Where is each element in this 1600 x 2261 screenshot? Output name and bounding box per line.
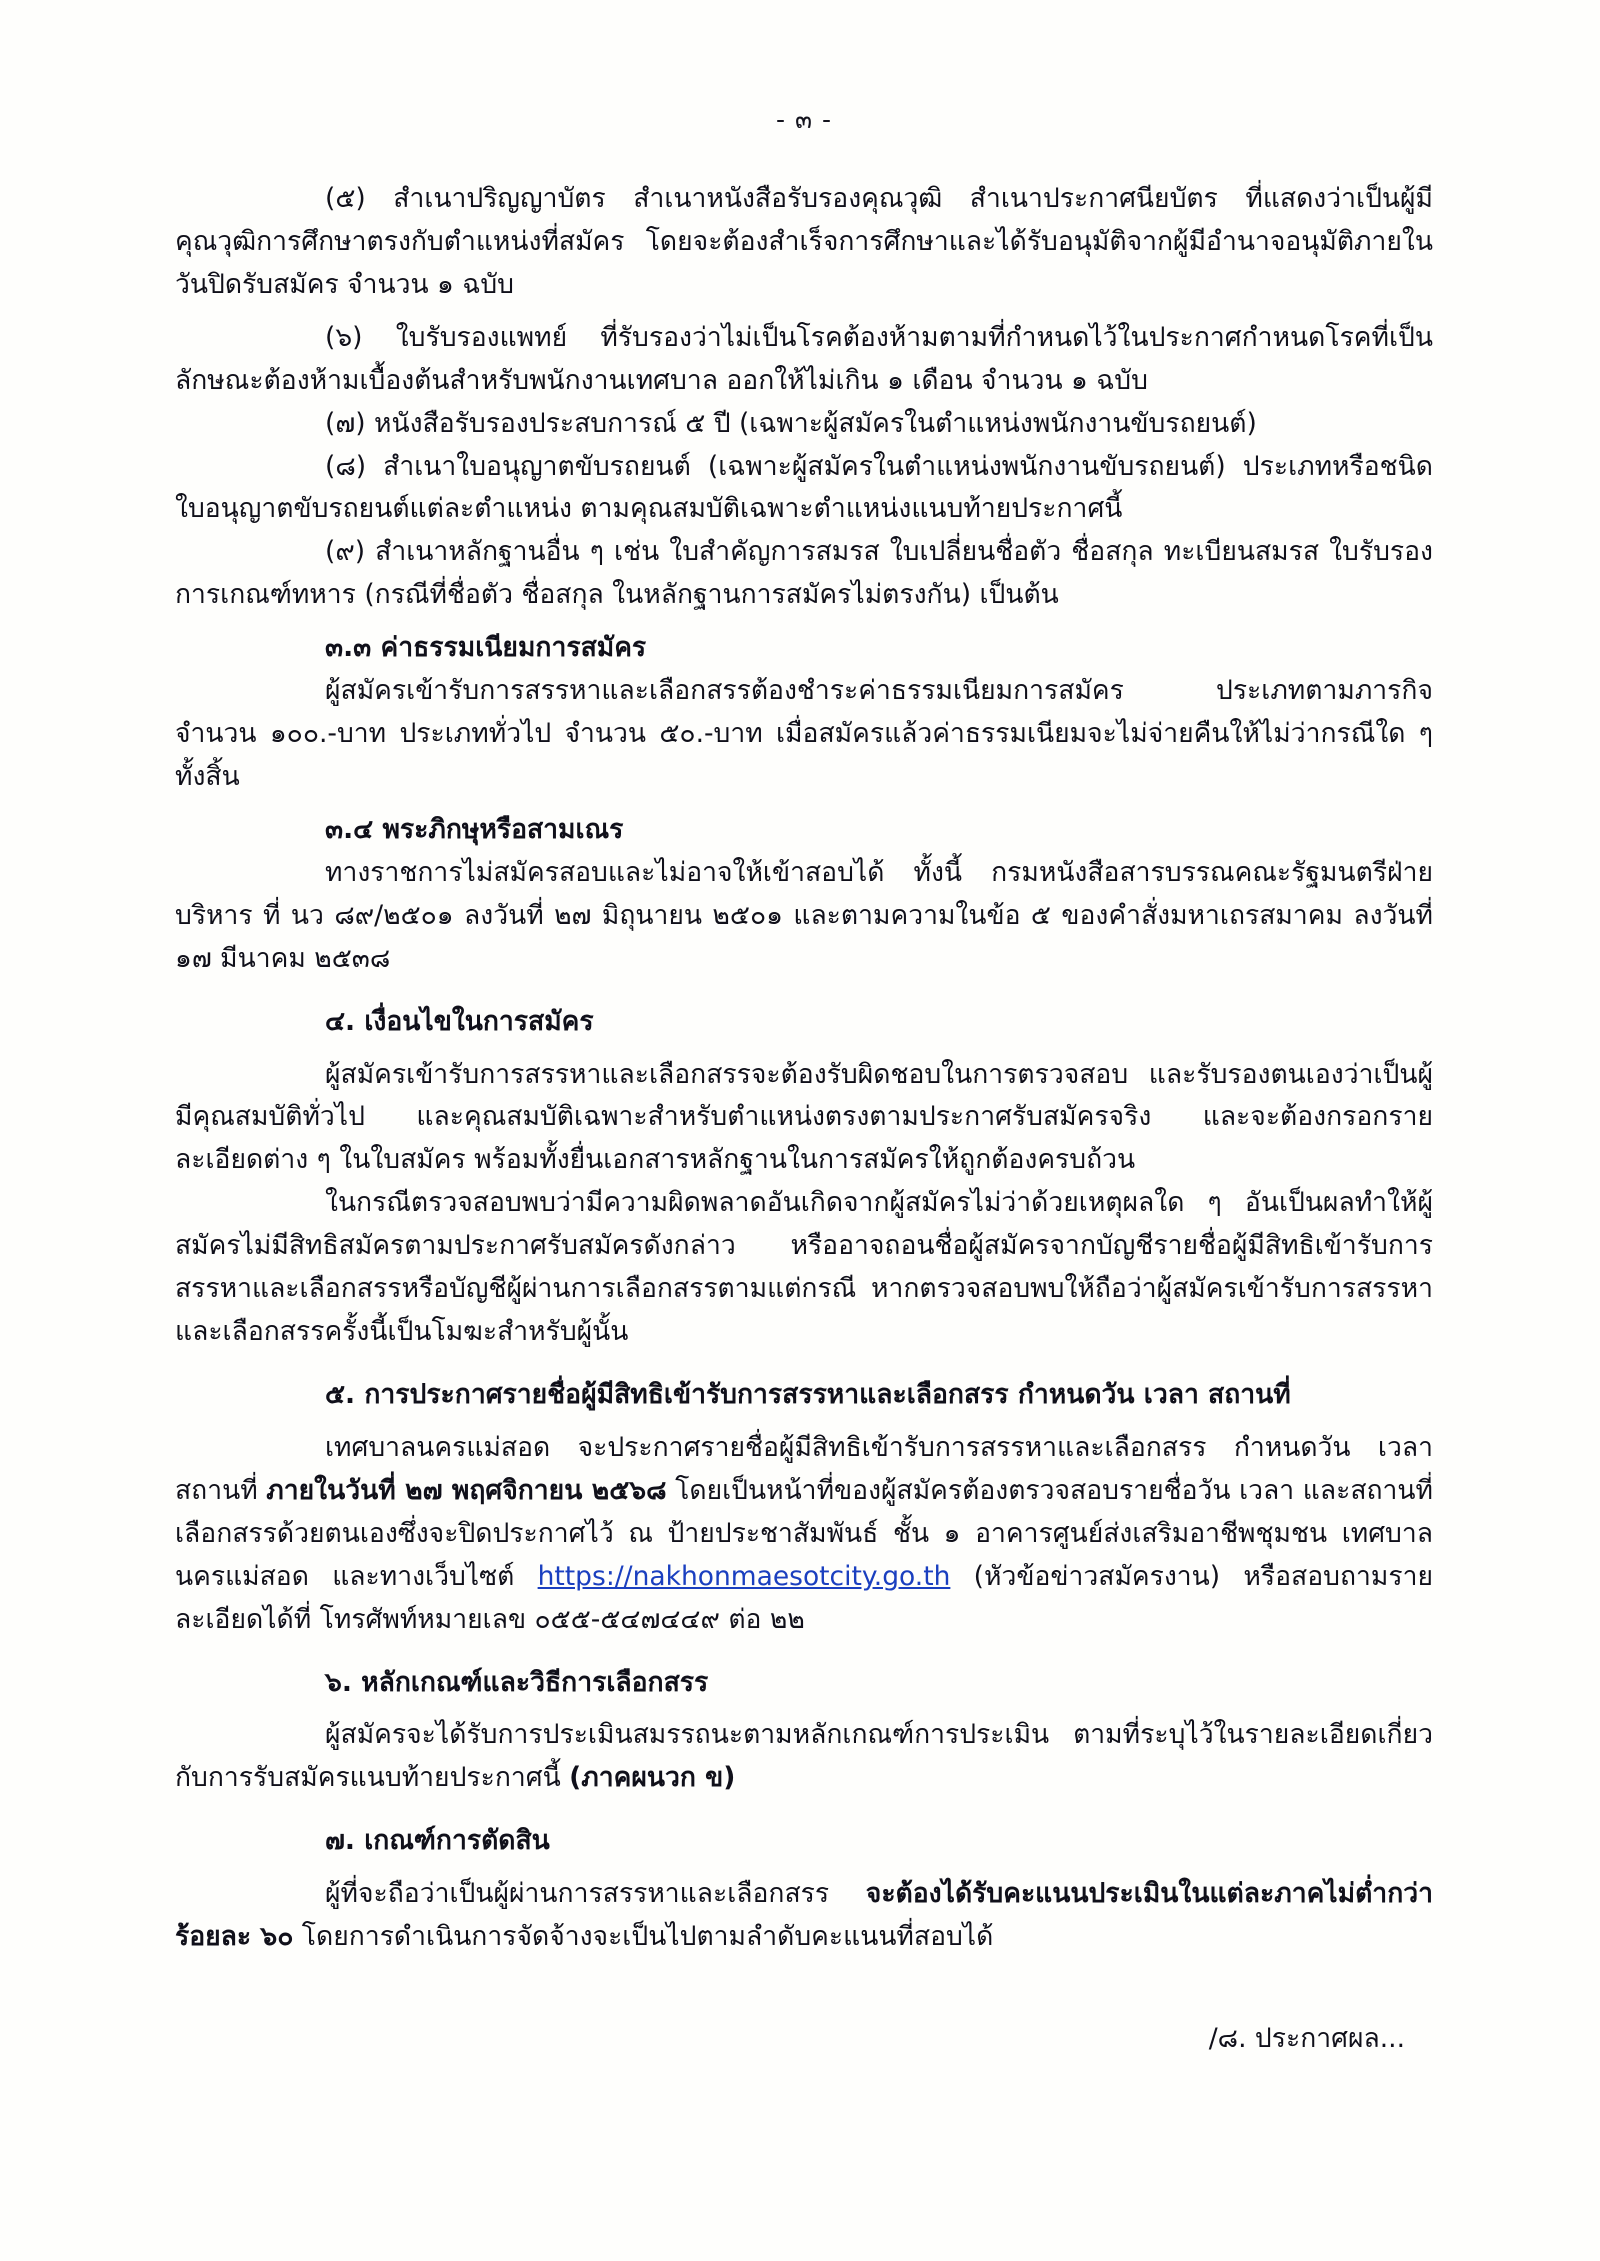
heading-3-4-monk: ๓.๔ พระภิกษุหรือสามเณร xyxy=(325,813,624,845)
paragraph-item-5: (๕) สำเนาปริญญาบัตร สำเนาหนังสือรับรองคุณวุฒิ สำเนาประกาศนียบัตร ที่แสดงว่าเป็นผู้มีคุณวุฒิการศึกษาตรงกับตำแหน่งที่สมัคร โดยจะต้องสำเร็จการศึกษาและได้รับอนุมัติจากผู้มีอำนาจอนุมัติภายในวันปิดรับสมัคร จำนวน ๑ ฉบับ xyxy=(175,183,1433,300)
text-segment: เทศบาลนครแม่สอด จะประกาศรายชื่อผู้มีสิทธิเข้ารับการสรรหาและเลือกสรร กำหนดวัน เวลา สถานที่ xyxy=(175,1431,1433,1506)
paragraph-item-7: (๗) หนังสือรับรองประสบการณ์ ๕ ปี (เฉพาะผู้สมัครในตำแหน่งพนักงานขับรถยนต์) xyxy=(325,407,1257,439)
text-segment: โดยเป็นหน้าที่ของผู้สมัครต้องตรวจสอบรายชื่อวัน เวลา และสถานที่ เลือกสรรด้วยตนเองซึ่งจะปิดประกาศไว้ ณ ป้ายประชาสัมพันธ์ ชั้น ๑ อาคารศูนย์ส่งเสริมอาชีพชุมชน เทศบาลนครแม่สอด และทางเว็บไซต์ xyxy=(175,1474,1433,1592)
heading-7-decision: ๗. เกณฑ์การตัดสิน xyxy=(325,1825,550,1857)
text-segment: ผู้ที่จะถือว่าเป็นผู้ผ่านการสรรหาและเลือกสรร xyxy=(325,1878,866,1910)
text-segment: (ภาคผนวก ข) xyxy=(569,1762,736,1794)
text-segment: ภายในวันที่ ๒๗ พฤศจิกายน ๒๕๖๘ xyxy=(266,1474,667,1506)
paragraph-5-body xyxy=(175,1427,1433,1642)
paragraph-item-8: (๘) สำเนาใบอนุญาตขับรถยนต์ (เฉพาะผู้สมัครในตำแหน่งพนักงานขับรถยนต์) ประเภทหรือชนิดใบอนุญาตขับรถยนต์แต่ละตำแหน่ง ตามคุณสมบัติเฉพาะตำแหน่งแนบท้ายประกาศนี้ xyxy=(175,450,1433,525)
text-segment: โดยการดำเนินการจัดจ้างจะเป็นไปตามลำดับคะแนนที่สอบได้ xyxy=(293,1921,994,1953)
page-number: - ๓ - xyxy=(775,105,833,134)
external-link[interactable]: https://nakhonmaesotcity.go.th xyxy=(537,1560,951,1592)
paragraph-3-3-body: ผู้สมัครเข้ารับการสรรหาและเลือกสรรต้องชำระค่าธรรมเนียมการสมัคร ประเภทตามภารกิจ จำนวน ๑๐๐.-บาท ประเภททั่วไป จำนวน ๕๐.-บาท เมื่อสมัครแล้วค่าธรรมเนียมจะไม่จ่ายคืนให้ไม่ว่ากรณีใด ๆ ทั้งสิ้น xyxy=(175,675,1433,792)
paragraph-3-4-body: ทางราชการไม่สมัครสอบและไม่อาจให้เข้าสอบได้ ทั้งนี้ กรมหนังสือสารบรรณคณะรัฐมนตรีฝ่ายบริหาร ที่ นว ๘๙/๒๕๐๑ ลงวันที่ ๒๗ มิถุนายน ๒๕๐๑ และตามความในข้อ ๕ ของคำสั่งมหาเถรสมาคม ลงวันที่ ๑๗ มีนาคม ๒๕๓๘ xyxy=(175,856,1433,974)
text-segment: ผู้สมัครจะได้รับการประเมินสมรรถนะตามหลักเกณฑ์การประเมิน ตามที่ระบุไว้ในรายละเอียดเกี่ยวกับการรับสมัครแนบท้ายประกาศนี้ xyxy=(175,1719,1433,1794)
paragraph-item-6: (๖) ใบรับรองแพทย์ ที่รับรองว่าไม่เป็นโรคต้องห้ามตามที่กำหนดไว้ในประกาศกำหนดโรคที่เป็นลักษณะต้องห้ามเบื้องต้นสำหรับพนักงานเทศบาล ออกให้ไม่เกิน ๑ เดือน จำนวน ๑ ฉบับ xyxy=(175,321,1433,396)
text-segment: (หัวข้อข่าวสมัครงาน) หรือสอบถามรายละเอียดได้ที่ โทรศัพท์หมายเลข ๐๕๕-๕๔๗๔๔๙ ต่อ ๒๒ xyxy=(175,1560,1433,1635)
paragraph-4-body-2: ในกรณีตรวจสอบพบว่ามีความผิดพลาดอันเกิดจากผู้สมัครไม่ว่าด้วยเหตุผลใด ๆ อันเป็นผลทำให้ผู้สมัครไม่มีสิทธิสมัครตามประกาศรับสมัครดังกล่าว หรืออาจถอนชื่อผู้สมัครจากบัญชีรายชื่อผู้มีสิทธิเข้ารับการสรรหาและเลือกสรรหรือบัญชีผู้ผ่านการเลือกสรรตามแต่กรณี หากตรวจสอบพบให้ถือว่าผู้สมัครเข้ารับการสรรหาและเลือกสรรครั้งนี้เป็นโมฆะสำหรับผู้นั้น xyxy=(175,1187,1433,1348)
paragraph-6-body xyxy=(175,1714,1433,1800)
paragraph-7-body xyxy=(175,1873,1433,1959)
paragraph-item-9: (๙) สำเนาหลักฐานอื่น ๆ เช่น ใบสำคัญการสมรส ใบเปลี่ยนชื่อตัว ชื่อสกุล ทะเบียนสมรส ใบรับรองการเกณฑ์ทหาร (กรณีที่ชื่อตัว ชื่อสกุล ในหลักฐานการสมัครไม่ตรงกัน) เป็นต้น xyxy=(175,536,1433,611)
page-content xyxy=(175,100,1433,2059)
heading-3-3-fee: ๓.๓ ค่าธรรมเนียมการสมัคร xyxy=(325,632,647,664)
heading-6-criteria: ๖. หลักเกณฑ์และวิธีการเลือกสรร xyxy=(325,1666,709,1698)
footer-continuation-note: /๘. ประกาศผล... xyxy=(1208,2023,1405,2055)
heading-5-announcement: ๕. การประกาศรายชื่อผู้มีสิทธิเข้ารับการสรรหาและเลือกสรร กำหนดวัน เวลา สถานที่ xyxy=(325,1378,1291,1410)
heading-4-conditions: ๔. เงื่อนไขในการสมัคร xyxy=(325,1005,594,1037)
text-segment: จะต้องได้รับคะแนนประเมินในแต่ละภาคไม่ต่ำกว่าร้อยละ ๖๐ xyxy=(175,1878,1433,1953)
paragraph-4-body-1: ผู้สมัครเข้ารับการสรรหาและเลือกสรรจะต้องรับผิดชอบในการตรวจสอบ และรับรองตนเองว่าเป็นผู้มีคุณสมบัติทั่วไป และคุณสมบัติเฉพาะสำหรับตำแหน่งตรงตามประกาศรับสมัครจริง และจะต้องกรอกรายละเอียดต่าง ๆ ในใบสมัคร พร้อมทั้งยื่นเอกสารหลักฐานในการสมัครให้ถูกต้องครบถ้วน xyxy=(175,1058,1433,1176)
